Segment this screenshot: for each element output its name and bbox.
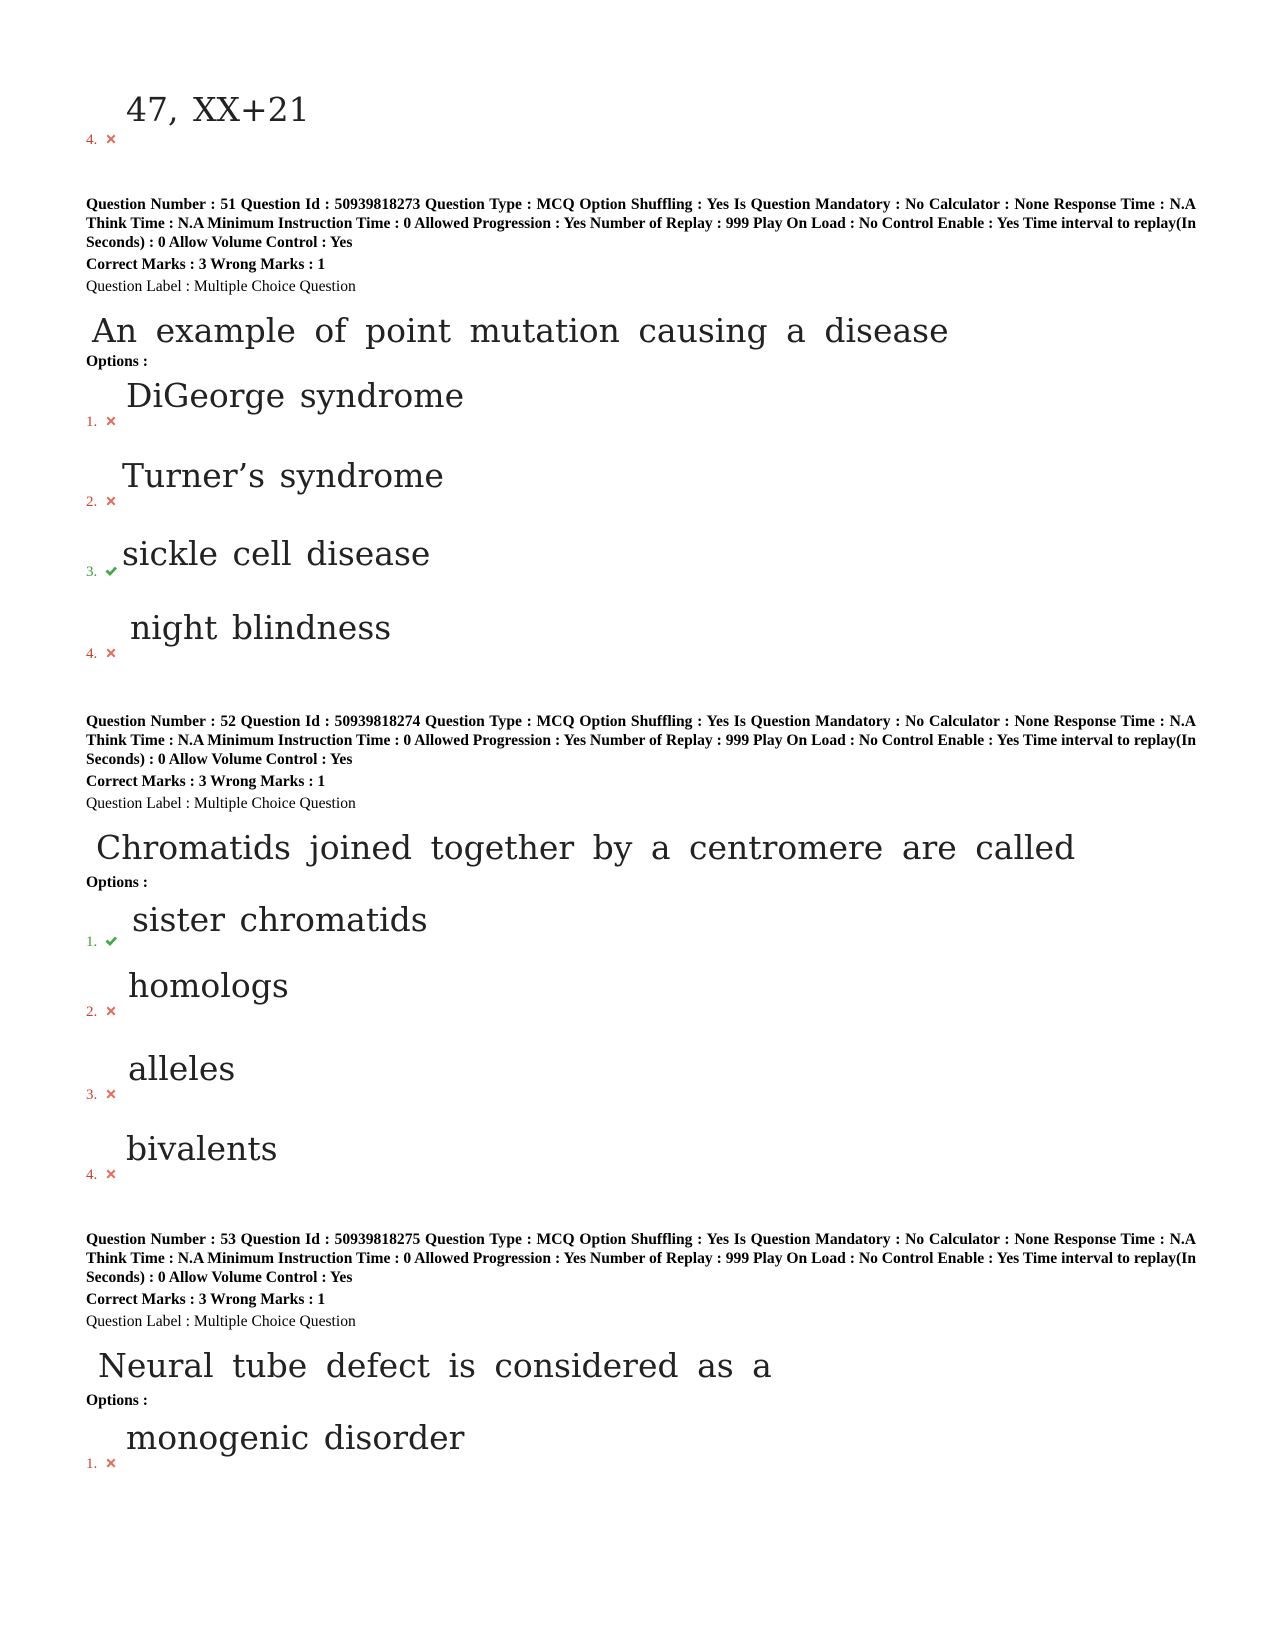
question-marks: Correct Marks : 3 Wrong Marks : 1 bbox=[86, 773, 326, 790]
option-item bbox=[86, 440, 986, 510]
question-text: Neural tube defect is considered as a bbox=[98, 1346, 772, 1385]
option-text: DiGeorge syndrome bbox=[126, 376, 465, 415]
option-text: 47, XX+21 bbox=[126, 90, 310, 129]
cross-icon bbox=[104, 132, 118, 146]
option-number: 3. bbox=[86, 1087, 98, 1103]
cross-icon bbox=[104, 414, 118, 428]
question-text: An example of point mutation causing a disease bbox=[92, 311, 949, 350]
option-number: 4. bbox=[86, 646, 98, 662]
option-item bbox=[86, 510, 986, 580]
option-text: alleles bbox=[128, 1049, 236, 1088]
option-text: homologs bbox=[128, 966, 289, 1005]
option-number: 2. bbox=[86, 494, 98, 510]
question-meta: Question Number : 52 Question Id : 50939818274 Question Type : MCQ Option Shuffling : Yes Is Question Mandatory : No Calculator : None Response Time : N.A Think Time : N.A Minimum Instruction Time : 0 Allowed Progression : Yes Number of Replay : 999 Play On Load : No Control Enable : Yes Time interval to replay(In Seconds) : 0 Allow Volume Control : Yes bbox=[86, 713, 1196, 768]
option-number: 4. bbox=[86, 132, 98, 148]
cross-icon bbox=[104, 1456, 118, 1470]
question-text: Chromatids joined together by a centromere are called bbox=[96, 828, 1076, 867]
option-item bbox=[86, 880, 986, 950]
option-text: sister chromatids bbox=[132, 900, 428, 939]
option-item bbox=[86, 1402, 986, 1472]
option-number: 1. bbox=[86, 934, 98, 950]
option-item bbox=[86, 78, 986, 148]
option-number: 3. bbox=[86, 564, 98, 580]
option-item bbox=[86, 360, 986, 430]
option-number: 2. bbox=[86, 1004, 98, 1020]
question-label: Question Label : Multiple Choice Question bbox=[86, 1313, 356, 1330]
cross-icon bbox=[104, 1004, 118, 1018]
options-label: Options : bbox=[86, 353, 148, 370]
question-marks: Correct Marks : 3 Wrong Marks : 1 bbox=[86, 1291, 326, 1308]
question-meta: Question Number : 53 Question Id : 50939818275 Question Type : MCQ Option Shuffling : Yes Is Question Mandatory : No Calculator : None Response Time : N.A Think Time : N.A Minimum Instruction Time : 0 Allowed Progression : Yes Number of Replay : 999 Play On Load : No Control Enable : Yes Time interval to replay(In Seconds) : 0 Allow Volume Control : Yes bbox=[86, 1231, 1196, 1286]
question-label: Question Label : Multiple Choice Question bbox=[86, 278, 356, 295]
option-item bbox=[86, 1033, 986, 1103]
option-number: 1. bbox=[86, 414, 98, 430]
question-label: Question Label : Multiple Choice Question bbox=[86, 795, 356, 812]
options-label: Options : bbox=[86, 874, 148, 891]
check-icon bbox=[104, 934, 118, 948]
option-text: Turner’s syndrome bbox=[122, 456, 444, 495]
question-block bbox=[86, 195, 1196, 353]
cross-icon bbox=[104, 1087, 118, 1101]
option-number: 4. bbox=[86, 1167, 98, 1183]
check-icon bbox=[104, 564, 118, 578]
options-label: Options : bbox=[86, 1392, 148, 1409]
option-item bbox=[86, 1113, 986, 1183]
cross-icon bbox=[104, 494, 118, 508]
option-text: sickle cell disease bbox=[122, 534, 431, 573]
option-item bbox=[86, 592, 986, 662]
question-meta: Question Number : 51 Question Id : 50939818273 Question Type : MCQ Option Shuffling : Yes Is Question Mandatory : No Calculator : None Response Time : N.A Think Time : N.A Minimum Instruction Time : 0 Allowed Progression : Yes Number of Replay : 999 Play On Load : No Control Enable : Yes Time interval to replay(In Seconds) : 0 Allow Volume Control : Yes bbox=[86, 196, 1196, 251]
option-text: night blindness bbox=[130, 608, 392, 647]
cross-icon bbox=[104, 1167, 118, 1181]
option-text: monogenic disorder bbox=[126, 1418, 465, 1457]
cross-icon bbox=[104, 646, 118, 660]
question-block bbox=[86, 712, 1196, 870]
option-text: bivalents bbox=[126, 1129, 278, 1168]
question-marks: Correct Marks : 3 Wrong Marks : 1 bbox=[86, 256, 326, 273]
option-number: 1. bbox=[86, 1456, 98, 1472]
question-block bbox=[86, 1230, 1196, 1388]
option-item bbox=[86, 950, 986, 1020]
